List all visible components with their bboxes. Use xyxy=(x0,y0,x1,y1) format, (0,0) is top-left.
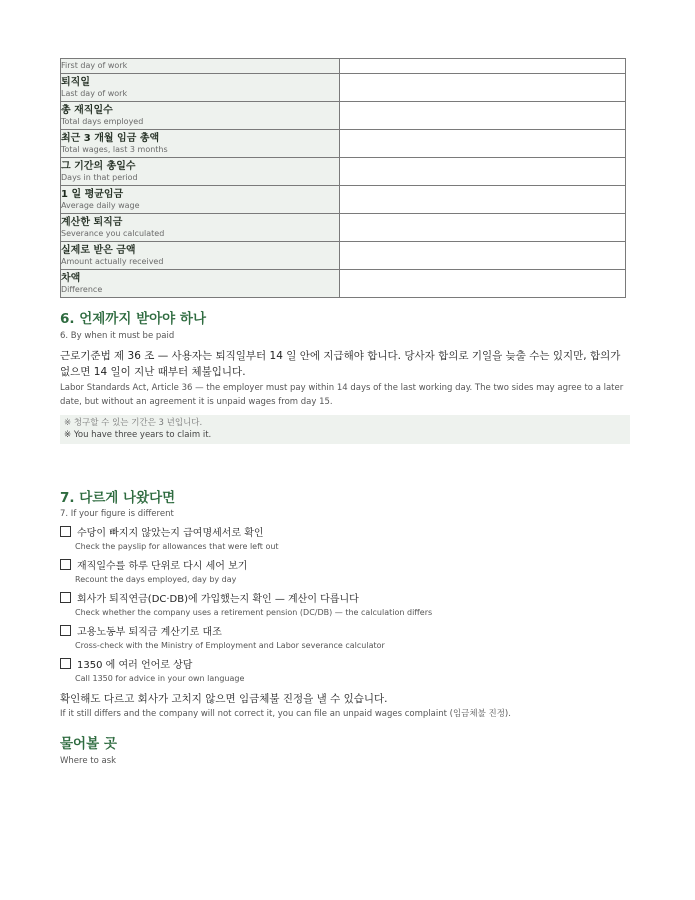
page-content xyxy=(60,58,632,767)
checkbox-icon[interactable] xyxy=(60,625,71,636)
row-label xyxy=(61,242,340,270)
section-6-subtitle: 6. By when it must be paid xyxy=(60,331,175,341)
row-label xyxy=(61,59,340,74)
row-label-en: Difference xyxy=(61,285,103,294)
row-label xyxy=(61,130,340,158)
value-input-cell[interactable] xyxy=(340,186,626,214)
checkbox-icon[interactable] xyxy=(60,526,71,537)
section-6-body-en: Labor Standards Act, Article 36 — the employer must pay within 14 days of the last working day. The two sides may agree to a later date, but without an agreement it is unpaid wages from day 15. xyxy=(60,383,624,407)
checklist-item-ko: 고용노동부 퇴직금 계산기로 대조 xyxy=(77,627,222,638)
checklist-item xyxy=(60,658,632,685)
row-label-ko: 퇴직일 xyxy=(61,77,90,88)
value-input-cell[interactable] xyxy=(340,59,626,74)
section-where-to-ask xyxy=(60,735,632,767)
note-en: ※ You have three years to claim it. xyxy=(64,430,212,440)
section-7 xyxy=(60,489,632,721)
row-label-ko: 그 기간의 총일수 xyxy=(61,161,136,172)
table-row xyxy=(61,158,626,186)
severance-worksheet-table xyxy=(60,58,626,298)
section-7-closing-ko: 확인해도 다르고 회사가 고치지 않으면 임금체불 진정을 낼 수 있습니다. xyxy=(60,693,388,705)
checklist-item xyxy=(60,526,632,553)
row-label-ko: 최근 3 개월 임금 총액 xyxy=(61,133,160,144)
row-label-en: Severance you calculated xyxy=(61,229,165,238)
claim-period-note xyxy=(60,415,630,444)
row-label-en: Average daily wage xyxy=(61,201,140,210)
table-row xyxy=(61,270,626,298)
table-row xyxy=(61,59,626,74)
value-input-cell[interactable] xyxy=(340,130,626,158)
checkbox-icon[interactable] xyxy=(60,559,71,570)
checklist-item-en: Check whether the company uses a retirement pension (DC/DB) — the calculation differs xyxy=(75,608,433,617)
row-label xyxy=(61,186,340,214)
row-label-ko: 실제로 받은 금액 xyxy=(61,245,136,256)
where-to-ask-subtitle: Where to ask xyxy=(60,756,117,766)
value-input-cell[interactable] xyxy=(340,214,626,242)
table-row xyxy=(61,186,626,214)
section-7-closing-en: If it still differs and the company will not correct it, you can file an unpaid wages complaint (임금체불 진정). xyxy=(60,709,511,719)
row-label-en: Amount actually received xyxy=(61,257,164,266)
section-7-title: 7. 다르게 나왔다면 xyxy=(60,490,176,506)
section-6-body-ko: 근로기준법 제 36 조 — 사용자는 퇴직일부터 14 일 안에 지급해야 합니다. 당사자 합의로 기일을 늦출 수는 있지만, 합의가 없으면 14 일이 지난 때부터 체불입니다. xyxy=(60,350,621,378)
value-input-cell[interactable] xyxy=(340,74,626,102)
checklist-item-en: Check the payslip for allowances that were left out xyxy=(75,542,279,551)
row-label-ko: 계산한 퇴직금 xyxy=(61,217,123,228)
row-label-ko: 차액 xyxy=(61,273,81,284)
table-row xyxy=(61,102,626,130)
note-ko: ※ 청구할 수 있는 기간은 3 년입니다. xyxy=(64,418,203,428)
value-input-cell[interactable] xyxy=(340,242,626,270)
table-row xyxy=(61,130,626,158)
table-row xyxy=(61,74,626,102)
value-input-cell[interactable] xyxy=(340,158,626,186)
row-label-en: Total wages, last 3 months xyxy=(61,145,168,154)
row-label-en: First day of work xyxy=(61,61,128,70)
row-label-ko: 1 일 평균임금 xyxy=(61,189,124,200)
checklist-item-ko: 수당이 빠지지 않았는지 급여명세서로 확인 xyxy=(77,528,264,539)
row-label-en: Last day of work xyxy=(61,89,128,98)
value-input-cell[interactable] xyxy=(340,102,626,130)
checkbox-icon[interactable] xyxy=(60,658,71,669)
row-label xyxy=(61,270,340,298)
checklist-item xyxy=(60,625,632,652)
checklist-item-ko: 회사가 퇴직연금(DC·DB)에 가입했는지 확인 — 계산이 다릅니다 xyxy=(77,594,359,605)
checklist-item-en: Recount the days employed, day by day xyxy=(75,575,237,584)
checkbox-icon[interactable] xyxy=(60,592,71,603)
checklist-item-ko: 재직일수를 하루 단위로 다시 세어 보기 xyxy=(77,561,248,572)
checklist-item-ko: 1350 에 여러 언어로 상담 xyxy=(77,660,193,671)
section-7-subtitle: 7. If your figure is different xyxy=(60,509,174,519)
row-label xyxy=(61,214,340,242)
row-label xyxy=(61,102,340,130)
row-label-ko: 총 재직일수 xyxy=(61,105,113,116)
table-row xyxy=(61,242,626,270)
checklist-item xyxy=(60,559,632,586)
table-row xyxy=(61,214,626,242)
section-6 xyxy=(60,310,632,444)
checklist-item-en: Call 1350 for advice in your own language xyxy=(75,674,245,683)
checklist-item-en: Cross-check with the Ministry of Employment and Labor severance calculator xyxy=(75,641,385,650)
row-label xyxy=(61,74,340,102)
row-label xyxy=(61,158,340,186)
checklist-item xyxy=(60,592,632,619)
row-label-en: Total days employed xyxy=(61,117,144,126)
where-to-ask-title: 물어볼 곳 xyxy=(60,736,117,752)
section-6-title: 6. 언제까지 받아야 하나 xyxy=(60,311,206,327)
value-input-cell[interactable] xyxy=(340,270,626,298)
row-label-en: Days in that period xyxy=(61,173,138,182)
